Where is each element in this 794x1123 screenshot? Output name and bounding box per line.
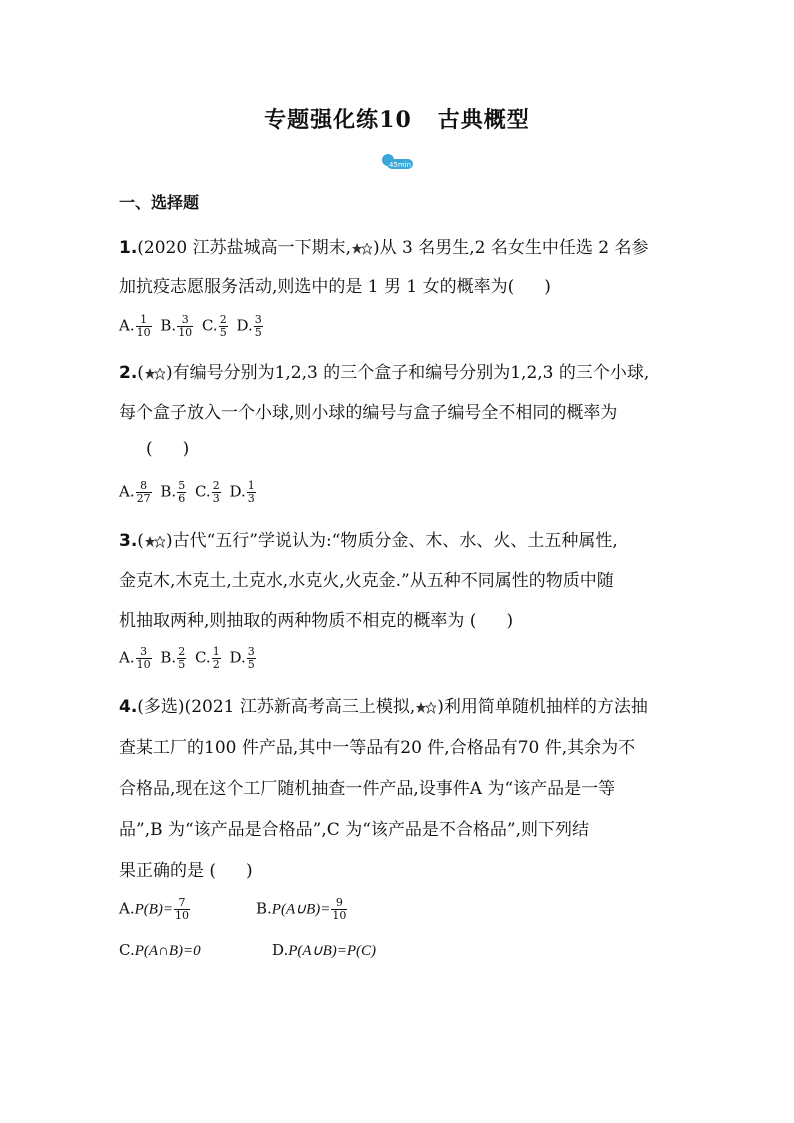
q3-option-c: C. $\frac{1}{2}$ xyxy=(194,645,220,671)
title-part2: 古典概型 xyxy=(437,107,530,133)
q4-line4: 品”,B 为“该产品是合格品”,C 为“该产品是不合格品”,则下列结 xyxy=(119,820,589,840)
q4-line1: 4.(多选)(2021 江苏新高考高三上模拟, )利用简单随机抽样的方法抽 xyxy=(119,697,648,717)
q1-number: 1. xyxy=(119,238,138,258)
q2-options xyxy=(119,480,260,505)
q1-option-d: D. $\frac{3}{5}$ xyxy=(236,313,262,339)
q2-line2: 每个盒子放入一个小球,则小球的编号与盒子编号全不相同的概率为 xyxy=(119,403,618,423)
q2-option-c: C. $\frac{2}{3}$ xyxy=(194,479,220,505)
stars-icon xyxy=(416,702,436,714)
q1-option-b: B. $\frac{3}{10}$ xyxy=(160,313,193,339)
q3-options xyxy=(119,646,260,671)
q2-line1: 2.( )有编号分别为1,2,3 的三个盒子和编号分别为1,2,3 的三个小球, xyxy=(119,363,650,383)
q4-line3: 合格品,现在这个工厂随机抽查一件产品,设事件A 为“该产品是一等 xyxy=(119,779,616,799)
q1-options xyxy=(119,314,267,339)
title-part1: 专题强化练10 xyxy=(264,107,412,133)
q2-option-a: A. $\frac{8}{27}$ xyxy=(119,479,151,505)
stars-icon xyxy=(145,536,165,548)
q3-line1: 3.( )古代“五行”学说认为:“物质分金、木、水、火、土五种属性, xyxy=(119,531,618,551)
q4-option-b: B.P(A∪B)= $\frac{9}{10}$ xyxy=(256,896,347,922)
q1-option-a: A. $\frac{1}{10}$ xyxy=(119,313,151,339)
q2-option-b: B. $\frac{5}{6}$ xyxy=(160,479,186,505)
q3-option-d: D. $\frac{3}{5}$ xyxy=(229,645,255,671)
q1-line1 xyxy=(119,233,649,258)
q2-line3: ( ) xyxy=(146,439,190,459)
page-title xyxy=(0,103,794,134)
q2-option-d: D. $\frac{1}{3}$ xyxy=(229,479,255,505)
q4-line5: 果正确的是 ( ) xyxy=(119,861,253,881)
section-heading: 一、选择题 xyxy=(119,193,200,212)
badge-text: 45min xyxy=(388,161,412,169)
time-badge xyxy=(381,153,413,169)
q3-line2: 金克木,木克土,土克水,水克火,火克金.”从五种不同属性的物质中随 xyxy=(119,571,614,591)
q1-source: (2020 江苏盐城高一下期末, xyxy=(137,238,352,258)
q4-option-d: D.P(A∪B)=P(C) xyxy=(272,941,377,959)
q3-option-a: A. $\frac{3}{10}$ xyxy=(119,645,151,671)
q4-option-c: C.P(A∩B)=0 xyxy=(119,941,201,959)
q4-line2: 查某工厂的100 件产品,其中一等品有20 件,合格品有70 件,其余为不 xyxy=(119,738,636,758)
q3-option-b: B. $\frac{2}{5}$ xyxy=(160,645,186,671)
q3-line3: 机抽取两种,则抽取的两种物质不相克的概率为 ( ) xyxy=(119,611,514,631)
stars-icon xyxy=(145,368,165,380)
q1-option-c: C. $\frac{2}{5}$ xyxy=(201,313,227,339)
stars-icon xyxy=(352,243,372,255)
q1-text1: )从 3 名男生,2 名女生中任选 2 名参 xyxy=(373,238,649,258)
q4-option-a: A.P(B)= $\frac{7}{10}$ xyxy=(119,896,190,922)
q1-line2: 加抗疫志愿服务活动,则选中的是 1 男 1 女的概率为( ) xyxy=(119,277,551,297)
